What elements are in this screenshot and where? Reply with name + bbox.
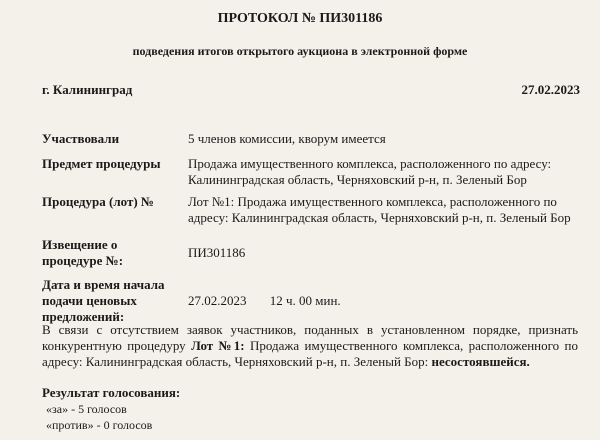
start-time: 12 ч. 00 мин.: [269, 293, 341, 308]
protocol-date: 27.02.2023: [521, 82, 580, 97]
start-time-label: Дата и время начала подачи ценовых предложений:: [42, 277, 165, 324]
notice-number-value: ПИ301186: [188, 245, 246, 260]
voting-title: Результат голосования:: [42, 385, 181, 400]
votes-against: «против» - 0 голосов: [46, 418, 153, 432]
protocol-subtitle: подведения итогов открытого аукциона в электронной форме: [132, 44, 468, 58]
lot-label: Процедура (лот) №: [42, 194, 154, 209]
participants-value: 5 членов комиссии, кворум имеется: [188, 131, 386, 146]
decision-text-2: Продажа имущественного комплекса, расположенного по адресу: Калининградская область, Черняховский р-н, п. Зеленый Бор:: [42, 338, 578, 369]
decision-lot: Лот №1:: [191, 338, 245, 353]
decision-result: несостоявшейся.: [431, 354, 530, 369]
decision-paragraph: [42, 322, 578, 370]
start-time-value: [188, 293, 588, 309]
votes-for: «за» - 5 голосов: [46, 402, 127, 416]
subject-value: Продажа имущественного комплекса, расположенного по адресу: Калининградская область, Черняховский р-н, п. Зеленый Бор: [188, 156, 552, 187]
decision-text-1: В связи с отсутствием заявок участников, поданных в установленном порядке, признать конкурентную процедуру: [42, 322, 578, 353]
participants-label: Участвовали: [42, 131, 120, 146]
city: г. Калининград: [42, 82, 133, 97]
protocol-title: ПРОТОКОЛ № ПИ301186: [217, 11, 383, 26]
lot-value: Лот №1: Продажа имущественного комплекса, расположенного по адресу: Калининградская область, Черняховский р-н, п. Зеленый Бор: [188, 194, 571, 225]
start-date: 27.02.2023: [188, 293, 247, 308]
notice-number-label: Извещение о процедуре №:: [42, 237, 124, 268]
subject-label: Предмет процедуры: [42, 156, 161, 171]
